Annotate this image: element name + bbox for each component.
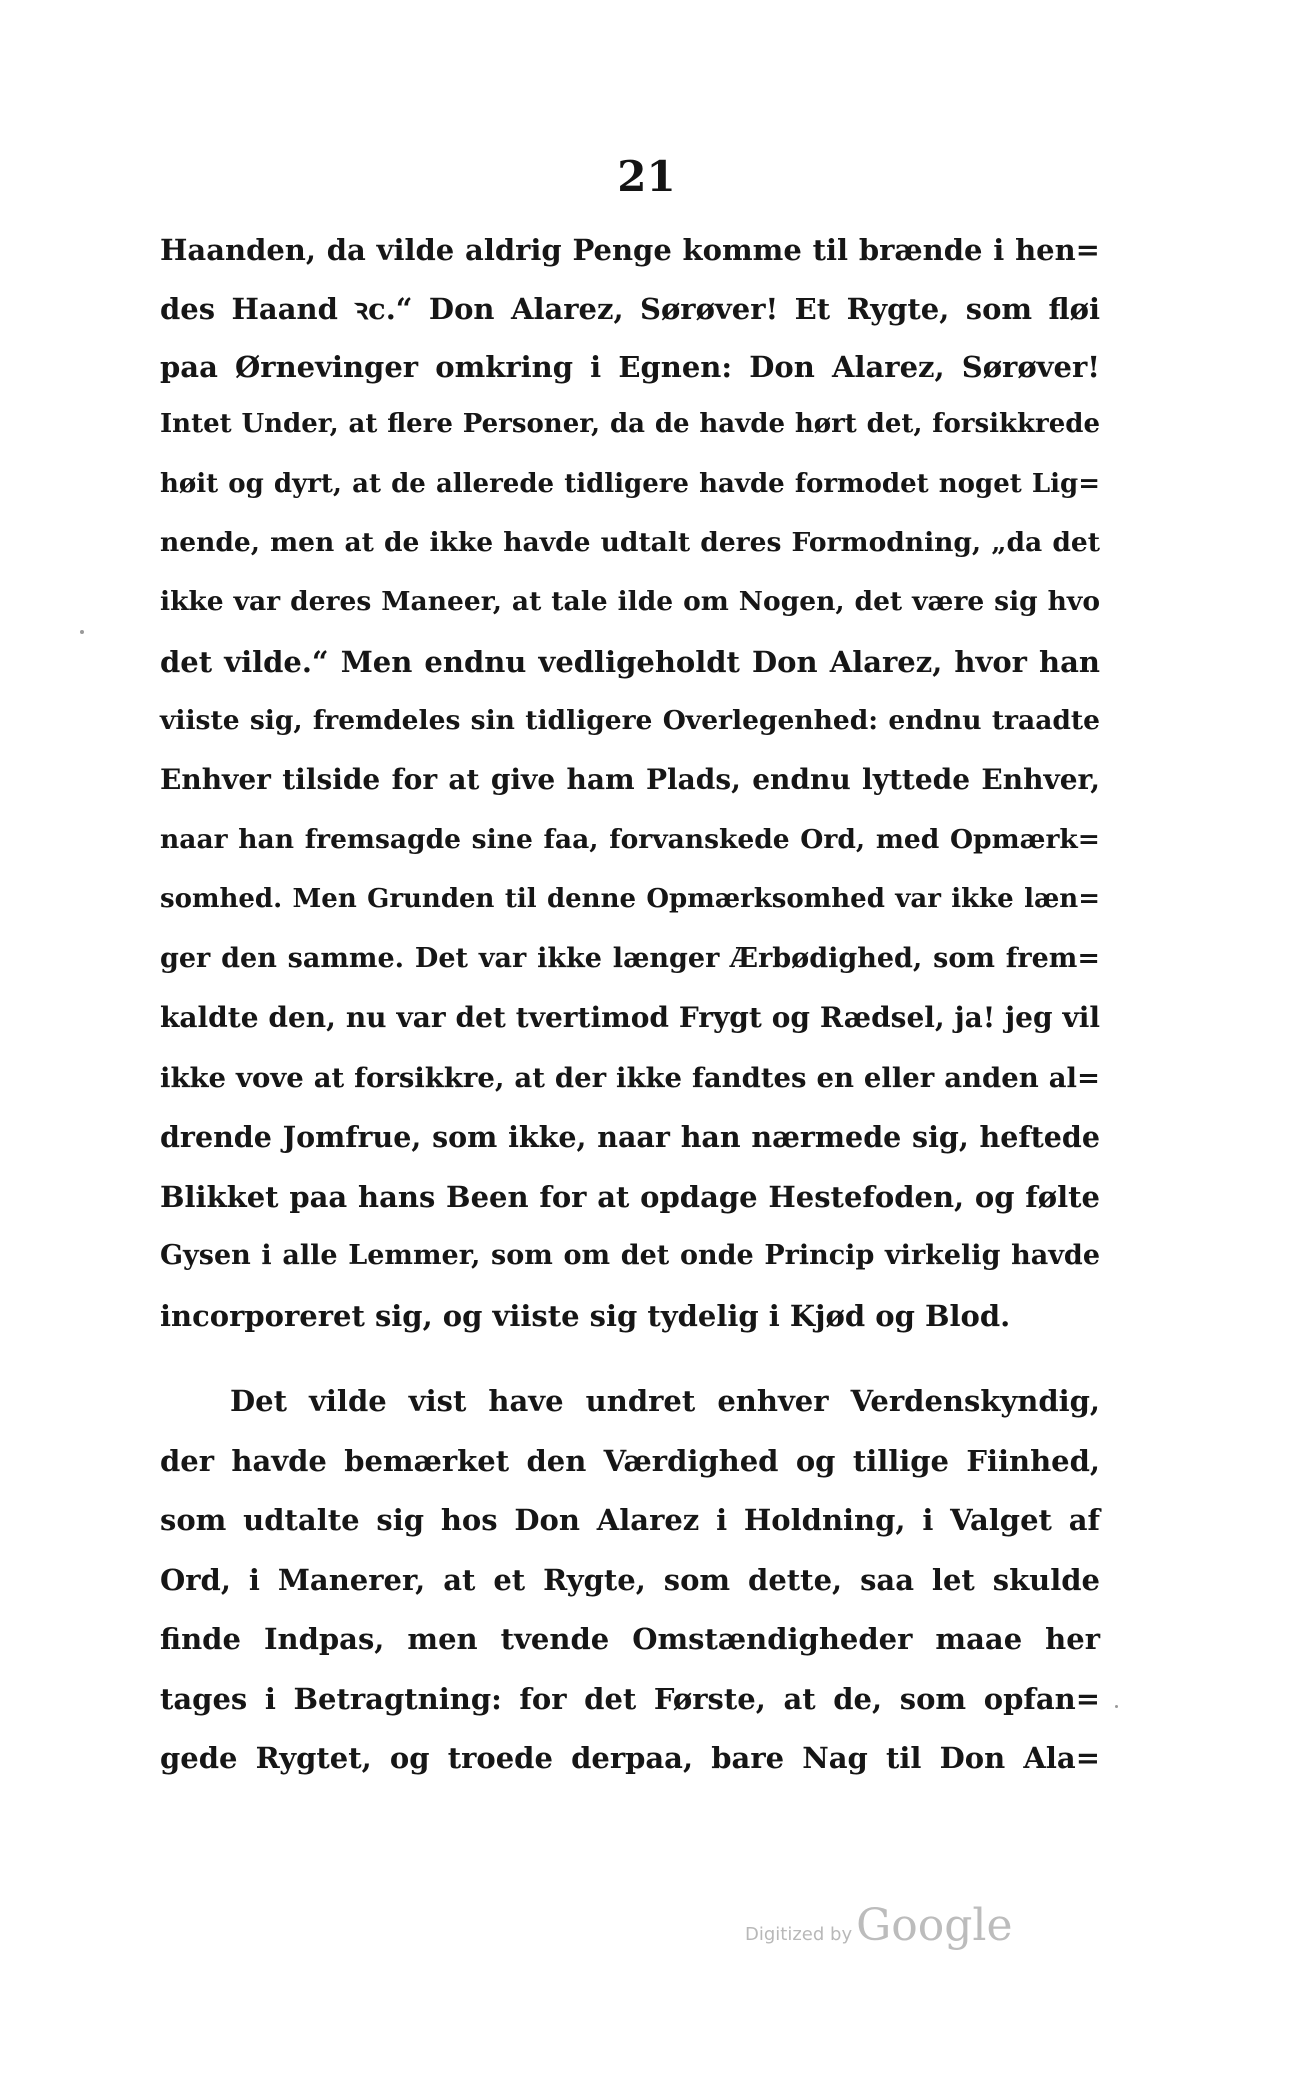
text-line-3: paa Ørnevinger omkring i Egnen: Don Alarez, Sørøver! bbox=[160, 350, 1100, 384]
text-line-7: ikke var deres Maneer, at tale ilde om Nogen, det være sig hvo bbox=[160, 586, 1100, 617]
text-line-1: Haanden, da vilde aldrig Penge komme til brænde i hen= bbox=[160, 233, 1100, 267]
text-line-13: ger den samme. Det var ikke længer Ærbødighed, som frem= bbox=[160, 943, 1100, 974]
text-line-12: somhed. Men Grunden til denne Opmærksomhed var ikke læn= bbox=[160, 884, 1100, 914]
text-line-6: nende, men at de ikke havde udtalt deres Formodning, „da det bbox=[160, 527, 1100, 558]
watermark-prefix: Digitized by bbox=[745, 1924, 853, 1945]
text-line-21: der havde bemærket den Værdighed og tillige Fiinhed, bbox=[160, 1444, 1100, 1478]
text-line-23: Ord, i Manerer, at et Rygte, som dette, saa let skulde bbox=[160, 1563, 1100, 1597]
text-line-16: drende Jomfrue, som ikke, naar han nærmede sig, heftede bbox=[160, 1120, 1100, 1154]
text-line-17: Blikket paa hans Been for at opdage Hestefoden, og følte bbox=[160, 1180, 1100, 1214]
text-line-22: som udtalte sig hos Don Alarez i Holdning, i Valget af bbox=[160, 1503, 1100, 1537]
text-line-15: ikke vove at forsikkre, at der ikke fandtes en eller anden al= bbox=[160, 1062, 1100, 1094]
text-line-8: det vilde.“ Men endnu vedligeholdt Don Alarez, hvor han bbox=[160, 645, 1100, 679]
google-logo: Google bbox=[856, 1900, 1013, 1951]
text-line-18: Gysen i alle Lemmer, som om det onde Princip virkelig havde bbox=[160, 1240, 1100, 1271]
text-line-10: Enhver tilside for at give ham Plads, endnu lyttede Enhver, bbox=[160, 763, 1100, 796]
digitized-by-google-watermark bbox=[745, 1900, 1045, 1960]
text-line-9: viiste sig, fremdeles sin tidligere Overlegenhed: endnu traadte bbox=[160, 705, 1100, 736]
text-line-2: des Haand ꝛc.“ Don Alarez, Sørøver! Et Rygte, som fløi bbox=[160, 292, 1100, 326]
text-line-19: incorporeret sig, og viiste sig tydelig i Kjød og Blod. bbox=[160, 1299, 1011, 1333]
scan-speck bbox=[80, 630, 84, 634]
text-line-25: tages i Betragtning: for det Første, at de, som opfan= bbox=[160, 1682, 1100, 1716]
text-line-11: naar han fremsagde sine faa, forvanskede Ord, med Opmærk= bbox=[160, 824, 1100, 855]
text-line-5: høit og dyrt, at de allerede tidligere havde formodet noget Lig= bbox=[160, 469, 1100, 499]
scan-speck bbox=[1115, 1705, 1118, 1708]
text-line-24: finde Indpas, men tvende Omstændigheder maae her bbox=[160, 1622, 1100, 1656]
text-line-26: gede Rygtet, og troede derpaa, bare Nag til Don Ala= bbox=[160, 1741, 1100, 1775]
text-line-4: Intet Under, at flere Personer, da de havde hørt det, forsikkrede bbox=[160, 409, 1100, 439]
page-number: 21 bbox=[617, 152, 676, 201]
text-line-14: kaldte den, nu var det tvertimod Frygt og Rædsel, ja! jeg vil bbox=[160, 1001, 1100, 1034]
text-line-20: Det vilde vist have undret enhver Verdenskyndig, bbox=[230, 1384, 1100, 1418]
